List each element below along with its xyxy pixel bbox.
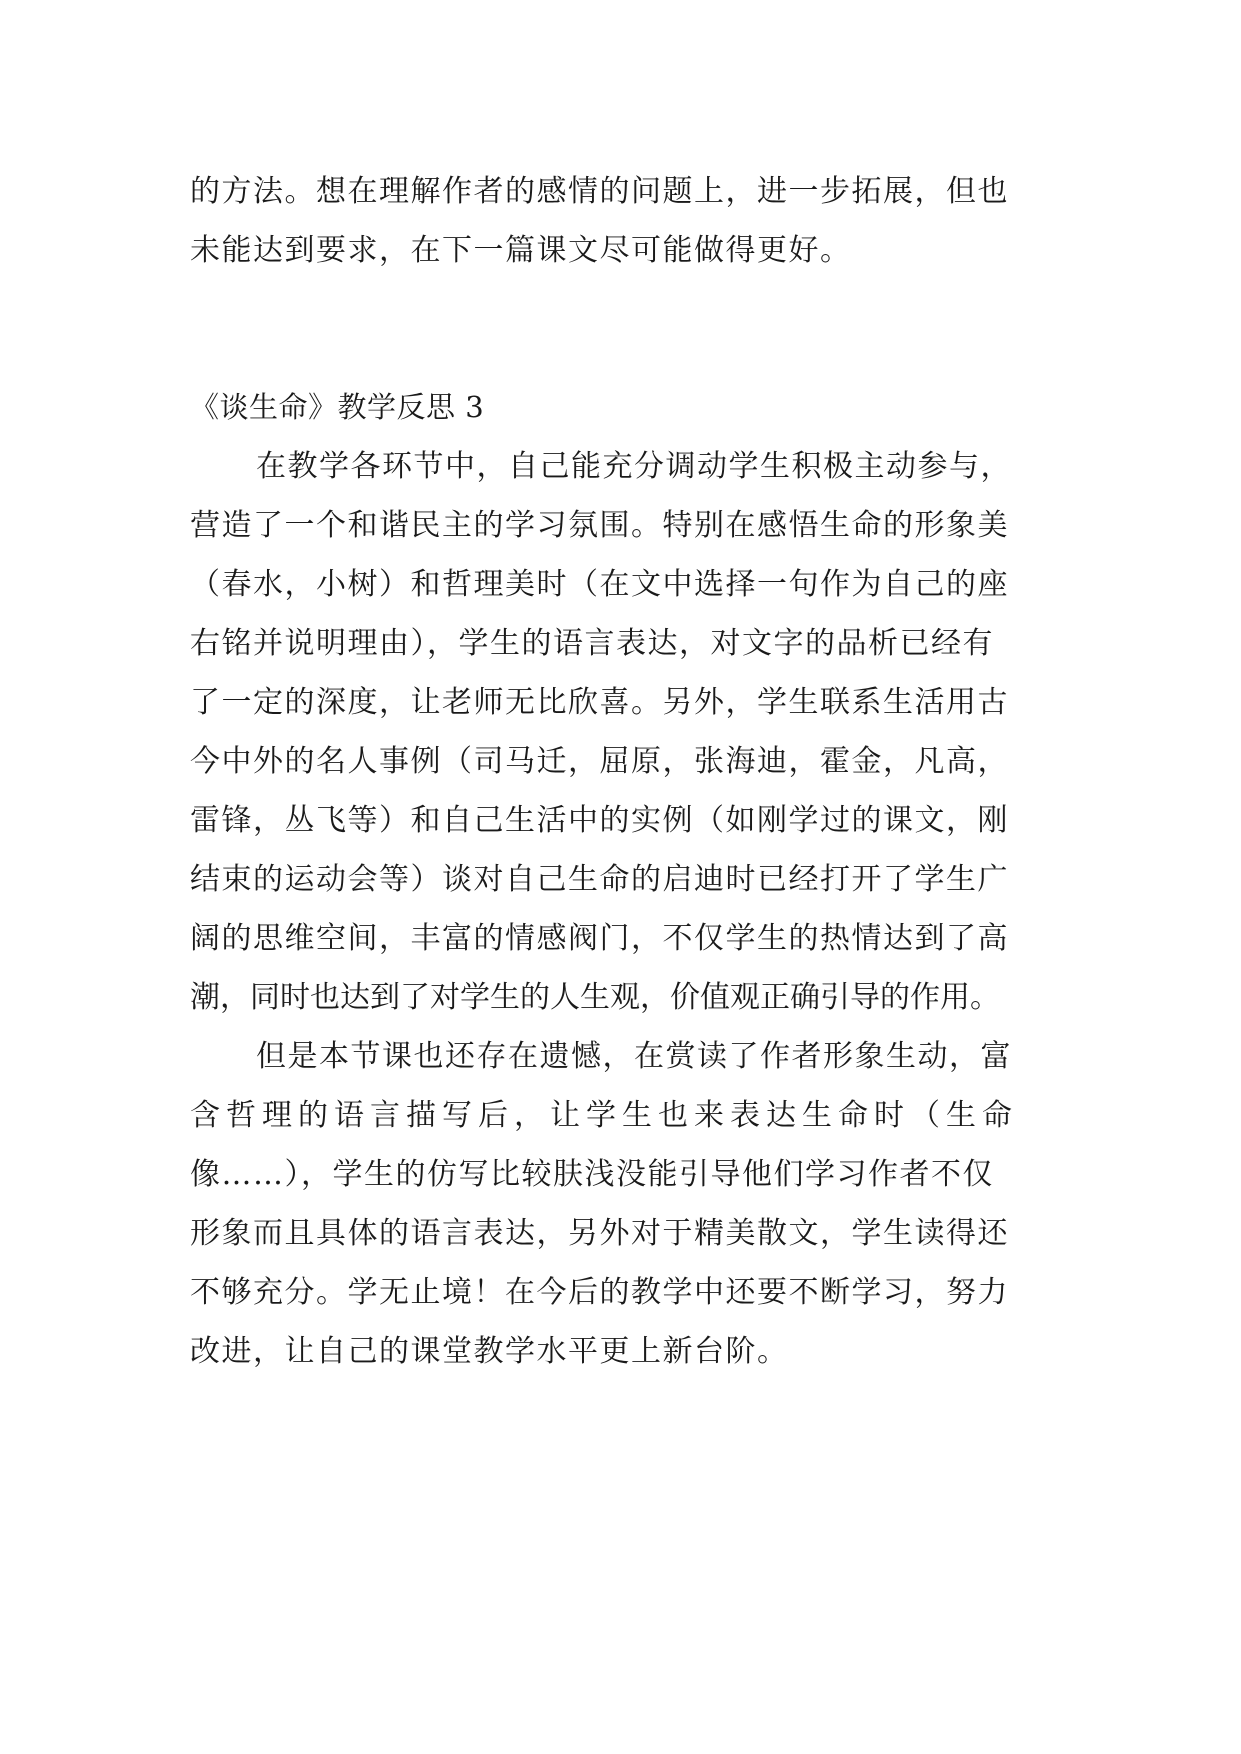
paragraph-2-line: 改进，让自己的课堂教学水平更上新台阶。 bbox=[190, 1334, 789, 1369]
paragraph-2-line: 形象而且具体的语言表达，另外对于精美散文，学生读得还 bbox=[190, 1216, 1009, 1251]
section-gap bbox=[190, 280, 1070, 378]
paragraph-1-line: 右铭并说明理由），学生的语言表达，对文字的品析已经有 bbox=[190, 626, 994, 661]
paragraph-2-line: 不够充分。学无止境！在今后的教学中还要不断学习，努力 bbox=[190, 1275, 1009, 1310]
paragraph-1-line: （春水，小树）和哲理美时（在文中选择一句作为自己的座 bbox=[190, 567, 1009, 602]
intro-line: 的方法。想在理解作者的感情的问题上，进一步拓展，但也 bbox=[190, 174, 1009, 209]
section-title: 《谈生命》教学反思 3 bbox=[190, 390, 485, 424]
paragraph-1-line: 今中外的名人事例（司马迁，屈原，张海迪，霍金，凡高， bbox=[190, 744, 1009, 779]
paragraph-1-line: 阔的思维空间，丰富的情感阀门，不仅学生的热情达到了高 bbox=[190, 921, 1009, 956]
paragraph-1-line: 潮，同时也达到了对学生的人生观，价值观正确引导的作用。 bbox=[190, 980, 1000, 1015]
document-body bbox=[190, 162, 1070, 1381]
paragraph-1-line: 雷锋，丛飞等）和自己生活中的实例（如刚学过的课文，刚 bbox=[190, 803, 1009, 838]
paragraph-1-line: 了一定的深度，让老师无比欣喜。另外，学生联系生活用古 bbox=[190, 685, 1009, 720]
paragraph-2-line: 含哲理的语言描写后，让学生也来表达生命时（生命 bbox=[190, 1098, 1018, 1133]
paragraph-2-line: 但是本节课也还存在遗憾，在赏读了作者形象生动，富 bbox=[256, 1039, 1012, 1074]
paragraph-1-line: 结束的运动会等）谈对自己生命的启迪时已经打开了学生广 bbox=[190, 862, 1009, 897]
paragraph-2-line: 像……），学生的仿写比较肤浅没能引导他们学习作者不仅 bbox=[190, 1157, 994, 1192]
intro-line: 未能达到要求，在下一篇课文尽可能做得更好。 bbox=[190, 233, 852, 268]
paragraph-1-line: 在教学各环节中，自己能充分调动学生积极主动参与， bbox=[256, 449, 1012, 484]
paragraph-1-line: 营造了一个和谐民主的学习氛围。特别在感悟生命的形象美 bbox=[190, 508, 1009, 543]
